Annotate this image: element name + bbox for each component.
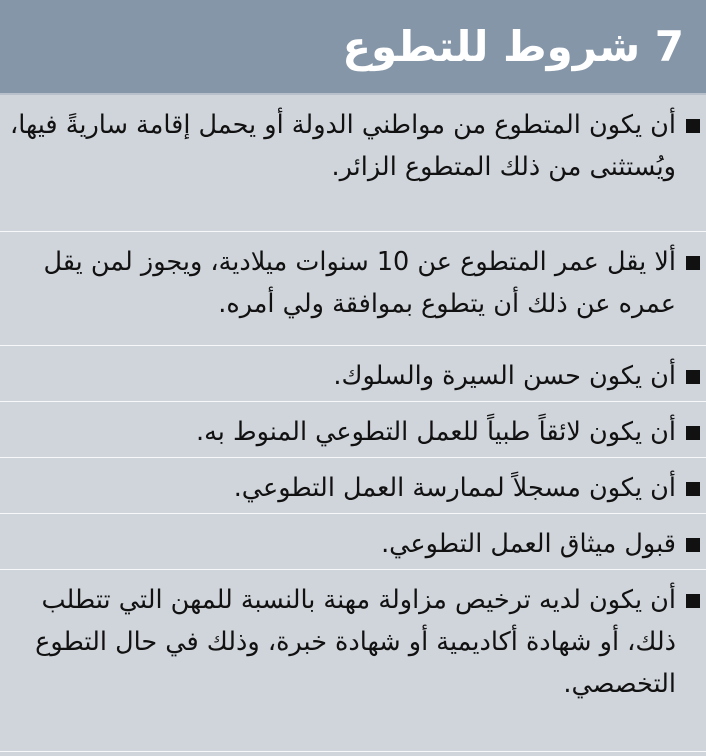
condition-text: أن يكون حسن السيرة والسلوك. <box>333 361 676 391</box>
condition-item-5 <box>0 458 706 514</box>
square-bullet-icon <box>686 119 700 133</box>
square-bullet-icon <box>686 594 700 608</box>
square-bullet-icon <box>686 482 700 496</box>
condition-item-4 <box>0 402 706 458</box>
condition-text: أن يكون لائقاً طبياً للعمل التطوعي المنوط به. <box>196 417 676 447</box>
title-bar <box>0 0 706 95</box>
condition-text: أن يكون لديه ترخيص مزاولة مهنة بالنسبة للمهن التي تتطلب ذلك، أو شهادة أكاديمية أو شهادة خبرة، وذلك في حال التطوع التخصصي. <box>35 585 676 699</box>
condition-item-2 <box>0 232 706 346</box>
condition-text: أن يكون المتطوع من مواطني الدولة أو يحمل إقامة ساريةً فيها، ويُستثنى من ذلك المتطوع الزائر. <box>9 110 676 182</box>
condition-item-6 <box>0 514 706 570</box>
condition-text: أن يكون مسجلاً لممارسة العمل التطوعي. <box>233 473 676 503</box>
page-title: 7 شروط للتطوع <box>342 21 684 71</box>
square-bullet-icon <box>686 426 700 440</box>
square-bullet-icon <box>686 256 700 270</box>
condition-item-3 <box>0 346 706 402</box>
square-bullet-icon <box>686 538 700 552</box>
conditions-list <box>0 95 706 752</box>
condition-item-7 <box>0 570 706 752</box>
condition-text: قبول ميثاق العمل التطوعي. <box>381 529 676 559</box>
condition-item-1 <box>0 95 706 232</box>
condition-text: ألا يقل عمر المتطوع عن 10 سنوات ميلادية، ويجوز لمن يقل عمره عن ذلك أن يتطوع بموافقة ولي أمره. <box>43 247 676 319</box>
square-bullet-icon <box>686 370 700 384</box>
